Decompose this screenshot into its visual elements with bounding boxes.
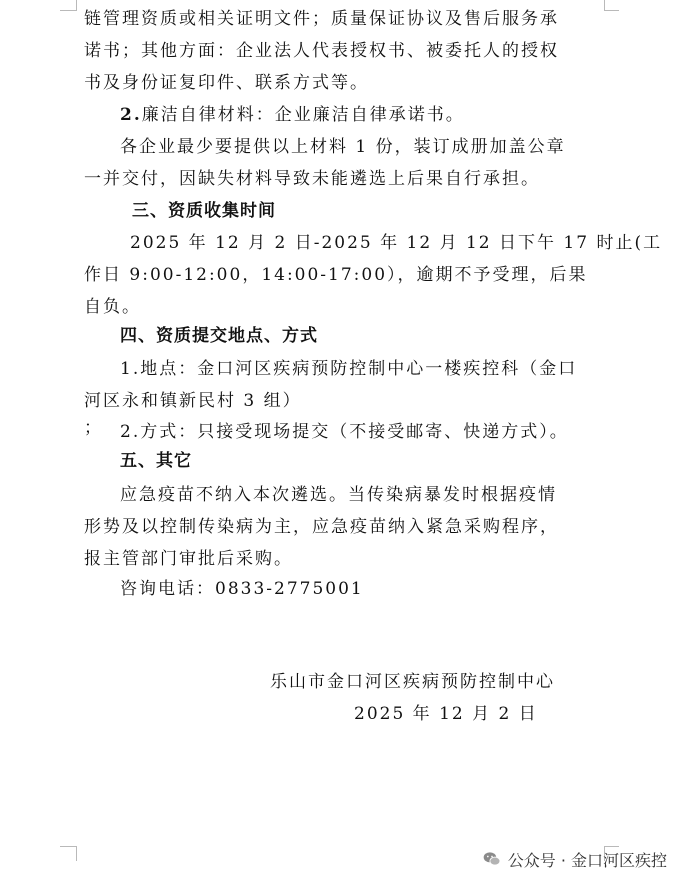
method-line: 2.方式：只接受现场提交（不接受邮寄、快递方式）。 [120, 422, 569, 442]
place-line-3: ； [84, 418, 103, 438]
crop-mark-top-right [604, 0, 619, 11]
time-line-1: 2025 年 12 月 2 日-2025 年 12 月 12 日下午 17 时止(工 [130, 233, 663, 253]
body-line-1: 链管理资质或相关证明文件；质量保证协议及售后服务承 [84, 9, 559, 29]
heading-other: 五、其它 [120, 451, 192, 471]
place-line-2: 河区永和镇新民村 3 组） [84, 391, 302, 411]
other-line-2: 形势及以控制传染病为主，应急疫苗纳入紧急采购程序， [84, 517, 559, 537]
item-2-text: 廉洁自律材料：企业廉洁自律承诺书。 [141, 105, 465, 125]
item-2-integrity-materials [120, 105, 640, 125]
watermark-text: 公众号 · 金口河区疾控 [507, 850, 667, 870]
wechat-watermark [482, 846, 667, 872]
materials-line-1: 各企业最少要提供以上材料 1 份，装订成册加盖公章 [120, 137, 566, 157]
other-line-3: 报主管部门审批后采购。 [84, 549, 293, 569]
time-line-2: 作日 9:00-12:00，14:00-17:00），逾期不予受理，后果 [84, 265, 588, 285]
heading-collection-time: 三、资质收集时间 [132, 201, 276, 221]
item-2-number: 2. [120, 105, 142, 125]
signature-date: 2025 年 12 月 2 日 [354, 704, 538, 724]
wechat-icon [482, 849, 502, 869]
other-line-1: 应急疫苗不纳入本次遴选。当传染病暴发时根据疫情 [120, 485, 557, 505]
place-line-1: 1.地点：金口河区疾病预防控制中心一楼疾控科（金口 [120, 359, 578, 379]
time-line-3: 自负。 [84, 297, 141, 317]
crop-mark-bottom-left [60, 846, 77, 861]
crop-mark-top-left [60, 0, 77, 11]
body-line-3: 书及身份证复印件、联系方式等。 [84, 73, 369, 93]
body-line-2: 诺书；其他方面：企业法人代表授权书、被委托人的授权 [84, 41, 559, 61]
contact-phone: 咨询电话：0833-2775001 [120, 579, 364, 599]
materials-line-2: 一并交付，因缺失材料导致未能遴选上后果自行承担。 [84, 169, 540, 189]
signature-organization: 乐山市金口河区疾病预防控制中心 [270, 672, 555, 692]
heading-submission-place: 四、资质提交地点、方式 [120, 326, 318, 346]
